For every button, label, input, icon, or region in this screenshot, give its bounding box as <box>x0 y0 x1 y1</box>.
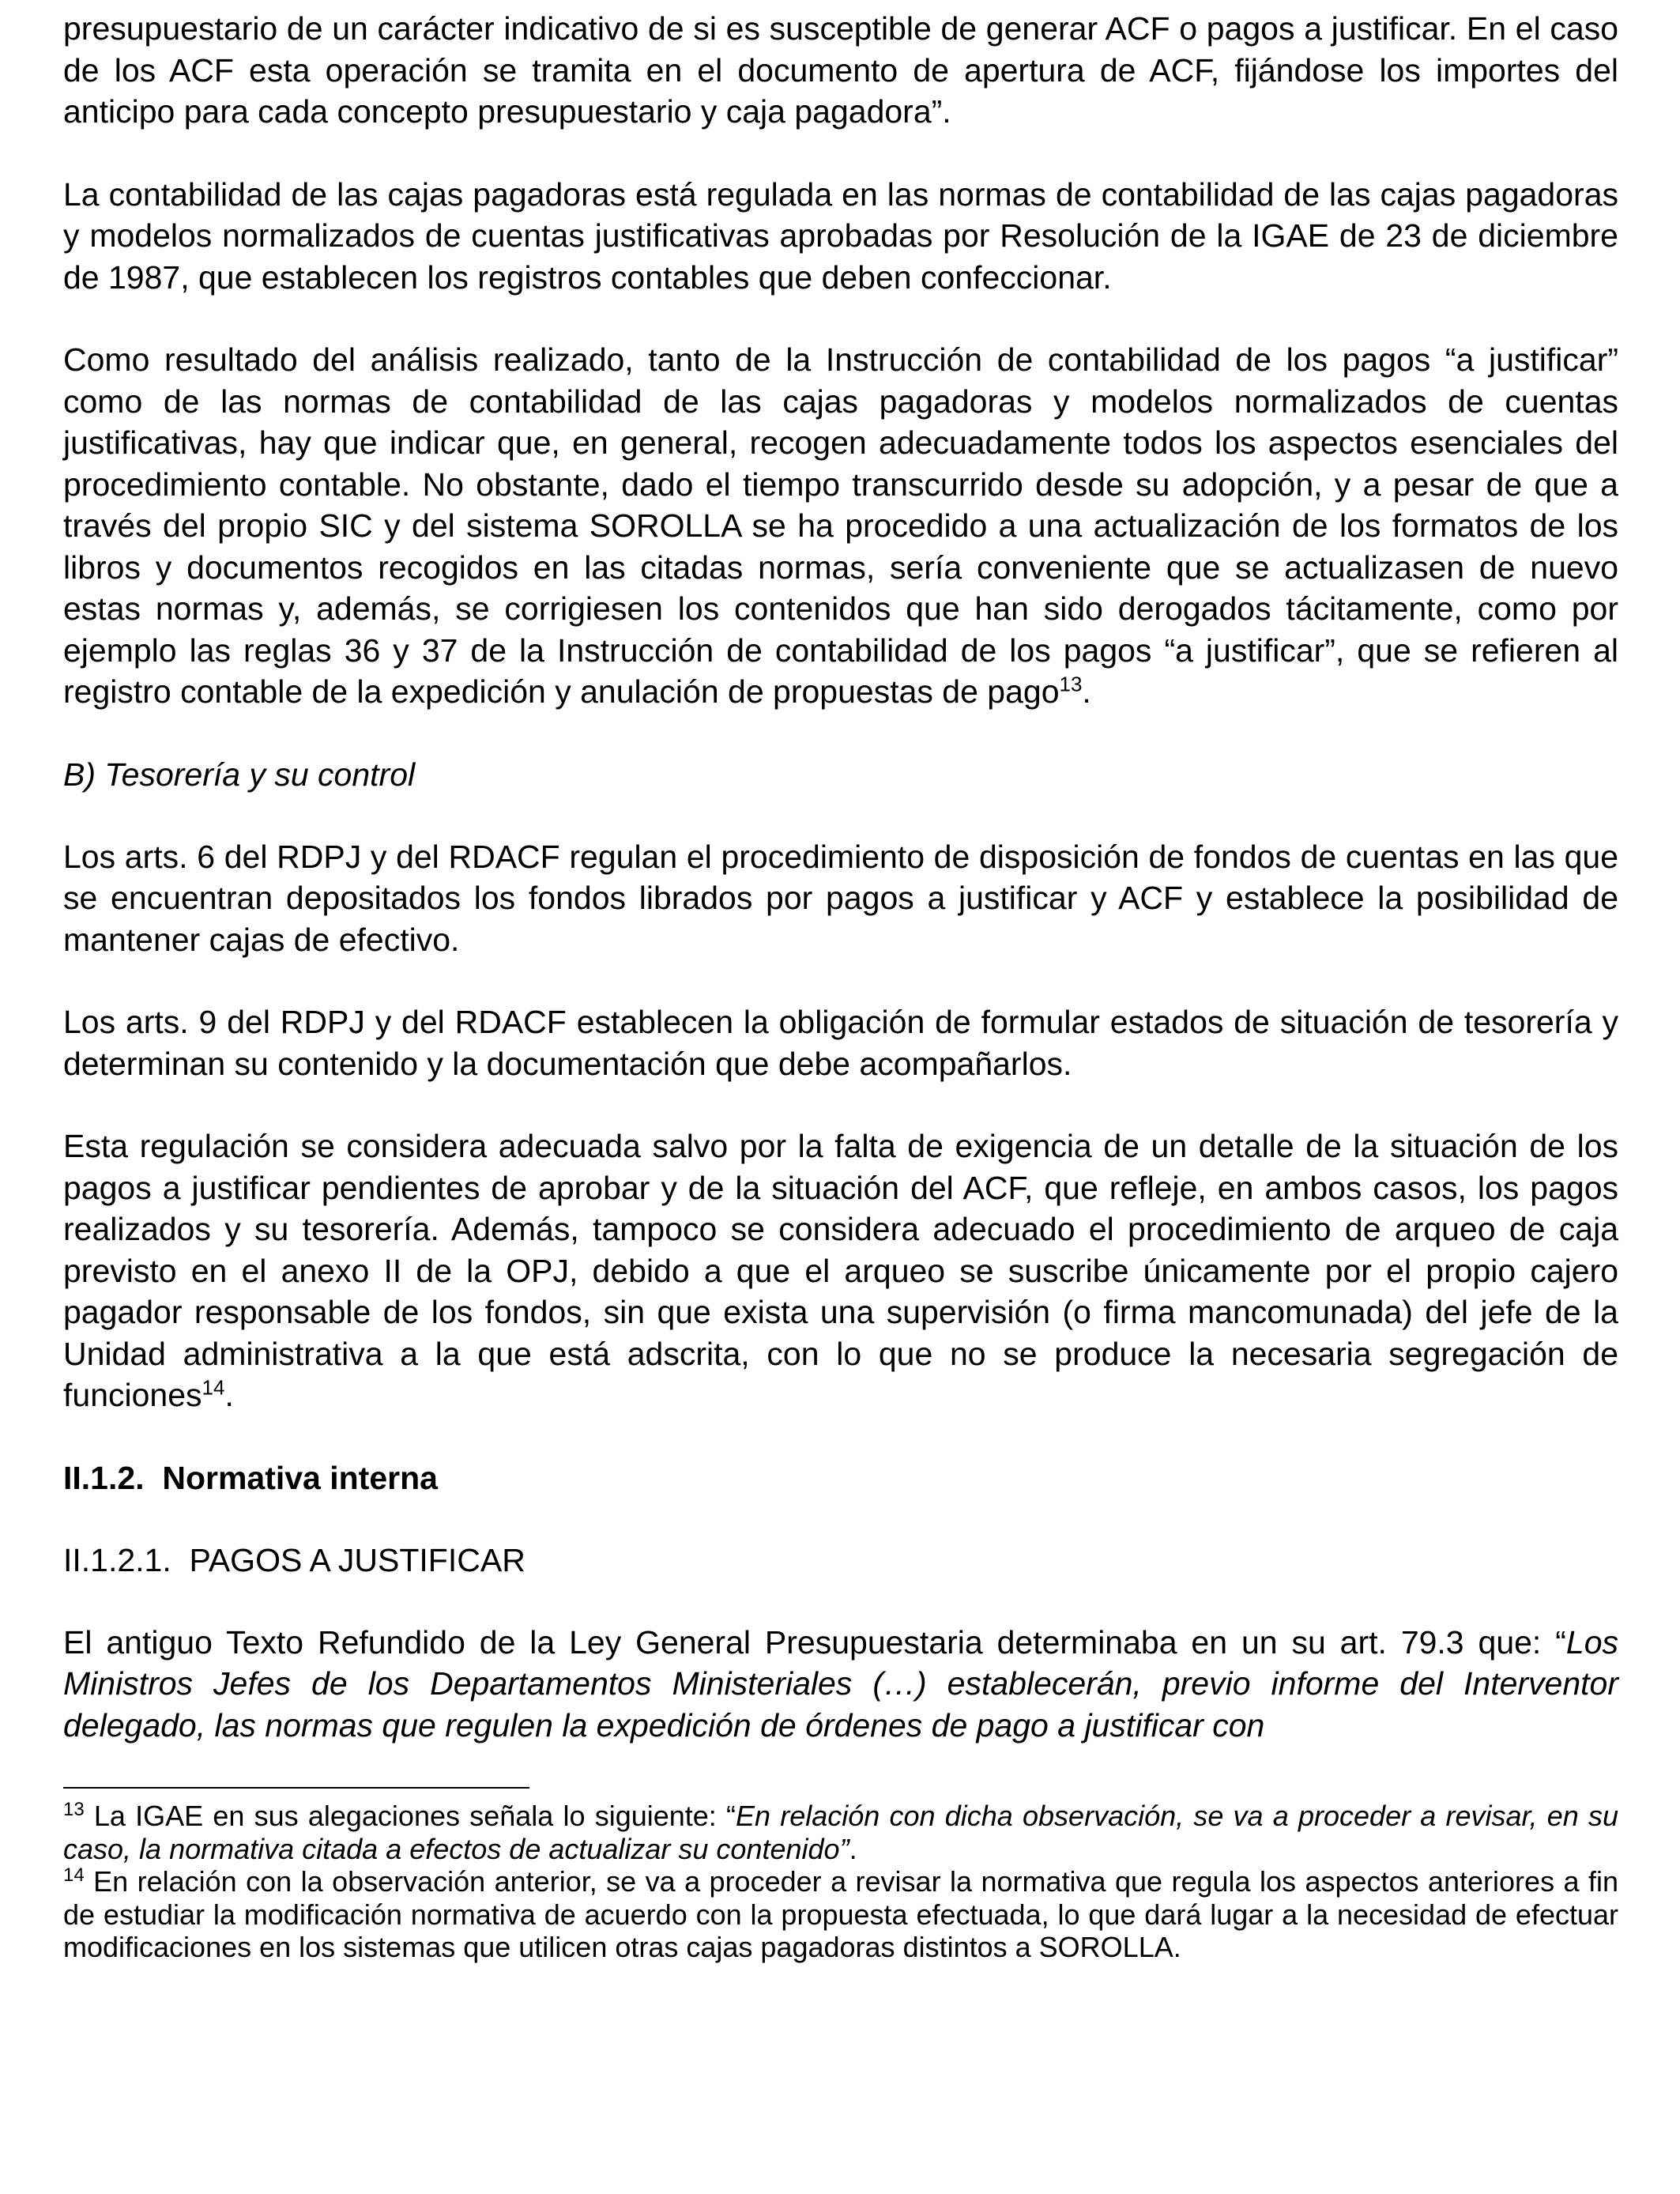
footnote-14: $^{14}$ En relación con la observación anterior, se va a proceder a revisar la normativa que regula los aspectos anteriores a fin de estudiar la modificación normativa de acuerdo con la propuesta efectuada, lo que dará lugar a la necesidad de efectuar modificaciones en los sistemas que utilicen otras cajas pagadoras distintos a SOROLLA. <box>63 1864 1618 1963</box>
paragraph: El antiguo Texto Refundido de la Ley General Presupuestaria determinaba en un su art. 79.3 que: “Los Ministros Jefes de los Departamentos Ministeriales (…) establecerán, previo informe del Interventor delegado, las normas que regulen la expedición de órdenes de pago a justificar con <box>63 1623 1618 1744</box>
paragraph: presupuestario de un carácter indicativo de si es susceptible de generar ACF o pagos a justificar. En el caso de los ACF esta operación se tramita en el documento de apertura de ACF, fijándose los importes del anticipo para cada concepto presupuestario y caja pagadora”. <box>63 10 1618 130</box>
footnote-ref-14[interactable]: 14 <box>202 1375 225 1400</box>
footnote-ref-13[interactable]: 13 <box>1059 672 1083 696</box>
paragraph: Esta regulación se considera adecuada salvo por la falta de exigencia de un detalle de la situación de los pagos a justificar pendientes de aprobar y de la situación del ACF, que refleje, en ambos casos, los pagos realizados y su tesorería. Además, tampoco se considera adecuado el procedimiento de arqueo de caja previsto en el anexo II de la OPJ, debido a que el arqueo se suscribe únicamente por el propio cajero pagador responsable de los fondos, sin que exista una supervisión (o firma mancomunada) del jefe de la Unidad administrativa a la que está adscrita, con lo que no se produce la necesaria segregación de funciones$^{14}$. <box>63 1128 1618 1413</box>
section-heading-b: B) Tesorería y su control <box>63 756 416 793</box>
subsection-heading: II.1.2.1. PAGOS A JUSTIFICAR <box>63 1541 525 1578</box>
footnote-separator <box>63 1787 529 1789</box>
section-heading: II.1.2. Normativa interna <box>63 1459 438 1496</box>
footnote-13: $^{13}$ La IGAE en sus alegaciones señala lo siguiente: “En relación con dicha observación, se va a proceder a revisar, en su caso, la normativa citada a efectos de actualizar su contenido”. <box>63 1799 1619 1865</box>
paragraph: Los arts. 9 del RDPJ y del RDACF establecen la obligación de formular estados de situación de tesorería y determinan su contenido y la documentación que debe acompañarlos. <box>63 1004 1618 1082</box>
paragraph: Como resultado del análisis realizado, tanto de la Instrucción de contabilidad de los pagos “a justificar” como de las normas de contabilidad de las cajas pagadoras y modelos normalizados de cuentas justificativas, hay que indicar que, en general, recogen adecuadamente todos los aspectos esenciales del procedimiento contable. No obstante, dado el tiempo transcurrido desde su adopción, y a pesar de que a través del propio SIC y del sistema SOROLLA se ha procedido a una actualización de los formatos de los libros y documentos recogidos en las citadas normas, sería conveniente que se actualizasen de nuevo estas normas y, además, se corrigiesen los contenidos que han sido derogados tácitamente, como por ejemplo las reglas 36 y 37 de la Instrucción de contabilidad de los pagos “a justificar”, que se refieren al registro contable de la expedición y anulación de propuestas de pago$^{13}$. <box>63 341 1618 710</box>
document-page <box>63 8 1618 1964</box>
paragraph: La contabilidad de las cajas pagadoras está regulada en las normas de contabilidad de las cajas pagadoras y modelos normalizados de cuentas justificativas aprobadas por Resolución de la IGAE de 23 de diciembre de 1987, que establecen los registros contables que deben confeccionar. <box>63 175 1618 296</box>
paragraph: Los arts. 6 del RDPJ y del RDACF regulan el procedimiento de disposición de fondos de cuentas en las que se encuentran depositados los fondos librados por pagos a justificar y ACF y establece la posibilidad de mantener cajas de efectivo. <box>63 838 1618 958</box>
